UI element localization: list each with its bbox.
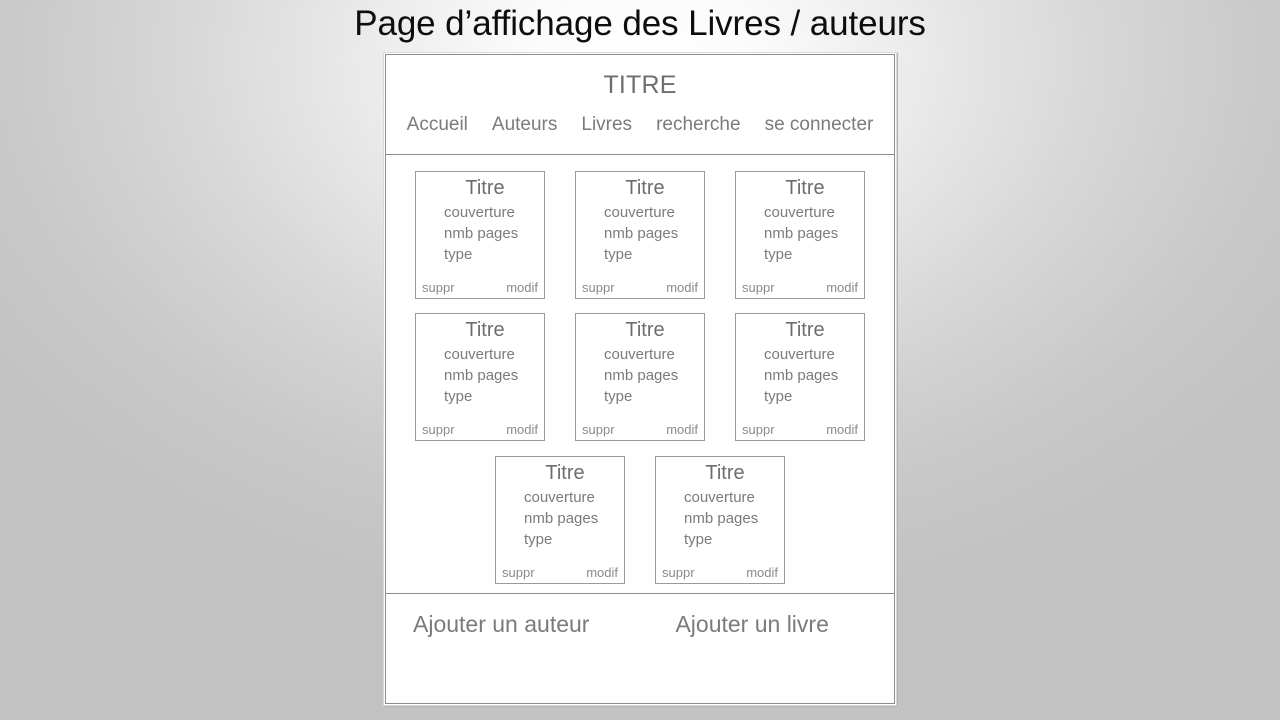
book-card-fields [576,202,704,265]
nav-item-auteurs[interactable]: Auteurs [491,114,558,135]
book-card-field-couverture: couverture [524,489,595,506]
footer-actions [386,594,894,638]
book-card-field-nmb-pages: nmb pages [764,225,839,242]
book-card[interactable] [735,171,865,299]
book-card-field-couverture: couverture [684,489,755,506]
book-card-field-couverture: couverture [604,346,675,363]
delete-link[interactable]: suppr [662,565,695,580]
book-card-field-type: type [604,246,633,263]
book-card-field-type: type [764,388,793,405]
book-card-actions [422,279,538,296]
book-card-fields [736,202,864,265]
book-card-fields [416,344,544,407]
book-card-field-couverture: couverture [444,204,515,221]
delete-link[interactable]: suppr [742,422,775,437]
main-nav [386,113,894,136]
book-card-fields [496,487,624,550]
card-row [386,313,894,441]
book-card-fields [656,487,784,550]
card-row [386,456,894,584]
book-card-title: Titre [625,319,665,341]
add-book-button[interactable]: Ajouter un livre [675,611,829,637]
book-card-field-type: type [444,388,473,405]
delete-link[interactable]: suppr [422,280,455,295]
book-card[interactable] [415,171,545,299]
book-card-fields [736,344,864,407]
edit-link[interactable]: modif [746,565,778,580]
delete-link[interactable]: suppr [422,422,455,437]
book-card-title: Titre [545,462,585,484]
book-card-actions [582,279,698,296]
book-card-actions [422,421,538,438]
book-card[interactable] [415,313,545,441]
book-card-title: Titre [705,462,745,484]
add-author-button[interactable]: Ajouter un auteur [413,611,590,637]
edit-link[interactable]: modif [826,422,858,437]
book-card-field-type: type [444,246,473,263]
book-card-field-nmb-pages: nmb pages [604,225,679,242]
book-card-field-type: type [764,246,793,263]
book-card-field-nmb-pages: nmb pages [444,367,519,384]
book-card-field-type: type [684,531,713,548]
book-card-actions [742,421,858,438]
book-card-field-nmb-pages: nmb pages [524,510,599,527]
card-row [386,171,894,299]
book-card-title: Titre [465,177,505,199]
delete-link[interactable]: suppr [582,280,615,295]
book-card-grid [386,156,894,580]
book-card-field-type: type [524,531,553,548]
book-card-title: Titre [785,177,825,199]
edit-link[interactable]: modif [826,280,858,295]
edit-link[interactable]: modif [666,280,698,295]
book-card-field-type: type [604,388,633,405]
nav-item-livres[interactable]: Livres [581,114,633,135]
wireframe-mockup-panel [385,54,895,704]
book-card-field-couverture: couverture [764,346,835,363]
book-card-field-nmb-pages: nmb pages [444,225,519,242]
site-header [386,55,894,155]
book-card-fields [416,202,544,265]
book-card-title: Titre [625,177,665,199]
book-card-title: Titre [465,319,505,341]
book-card-actions [662,564,778,581]
delete-link[interactable]: suppr [742,280,775,295]
edit-link[interactable]: modif [506,422,538,437]
book-card-title: Titre [785,319,825,341]
book-card-field-nmb-pages: nmb pages [684,510,759,527]
site-footer [386,593,894,703]
book-card[interactable] [735,313,865,441]
nav-item-se-connecter[interactable]: se connecter [764,114,874,135]
book-card-actions [742,279,858,296]
book-card-field-nmb-pages: nmb pages [764,367,839,384]
book-card-field-nmb-pages: nmb pages [604,367,679,384]
delete-link[interactable]: suppr [582,422,615,437]
book-card[interactable] [575,313,705,441]
book-card-field-couverture: couverture [604,204,675,221]
book-card[interactable] [575,171,705,299]
book-card[interactable] [655,456,785,584]
nav-item-accueil[interactable]: Accueil [406,114,468,135]
edit-link[interactable]: modif [506,280,538,295]
book-card-actions [502,564,618,581]
nav-item-recherche[interactable]: recherche [656,114,741,135]
site-title: TITRE [603,71,677,99]
edit-link[interactable]: modif [666,422,698,437]
page-title: Page d’affichage des Livres / auteurs [354,4,926,43]
book-card[interactable] [495,456,625,584]
book-card-actions [582,421,698,438]
book-card-fields [576,344,704,407]
edit-link[interactable]: modif [586,565,618,580]
book-card-field-couverture: couverture [764,204,835,221]
delete-link[interactable]: suppr [502,565,535,580]
book-card-field-couverture: couverture [444,346,515,363]
wireframe-mockup-frame [383,52,897,706]
